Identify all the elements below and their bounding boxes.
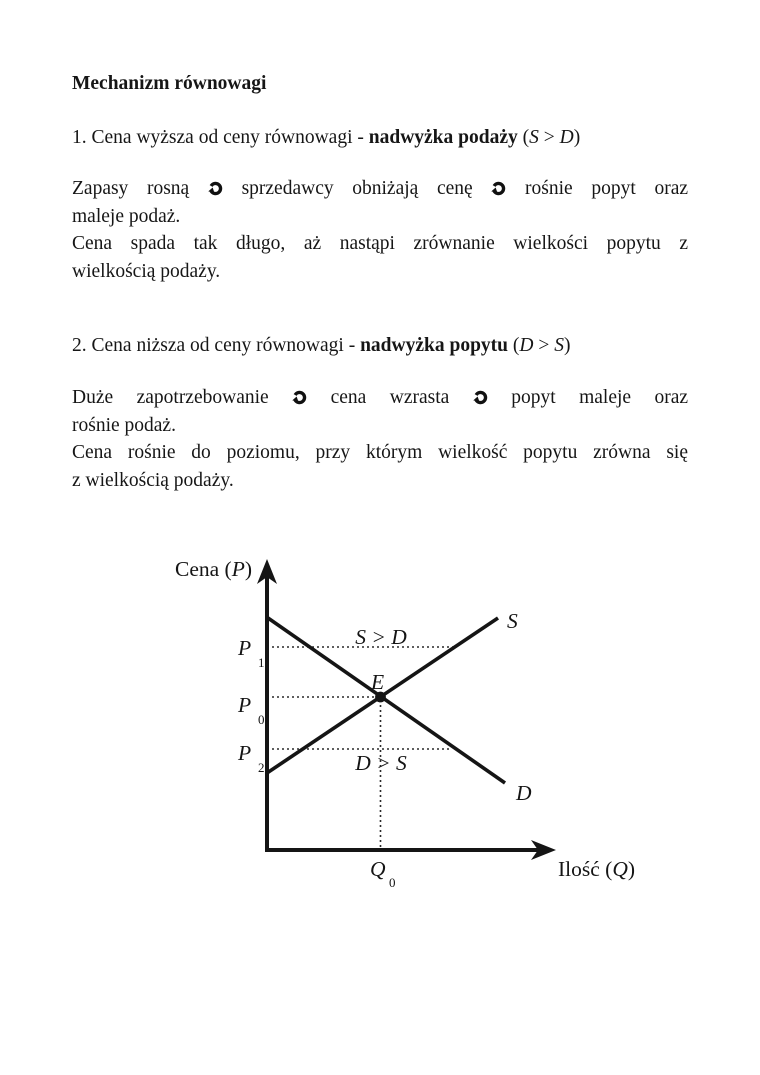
heading-1-close-paren: ): [573, 127, 581, 148]
heading-2-prefix: 2. Cena niższa od ceny równowagi -: [72, 335, 361, 356]
demand-curve-label: D: [516, 781, 532, 805]
price-p1-label: [237, 636, 265, 670]
paragraph-line: [72, 384, 688, 412]
heading-1-relation: >: [538, 127, 560, 148]
text-segment: sprzedawcy obniżają cenę: [241, 178, 473, 199]
svg-text:0: 0: [258, 712, 265, 727]
heading-2-var-d: D: [519, 335, 534, 356]
heading-2-var-s: S: [554, 335, 564, 356]
paragraph-line: rośnie podaż.: [72, 414, 176, 436]
heading-1-open-paren: (: [517, 127, 530, 148]
section-1-paragraph: [72, 175, 688, 285]
clockwise-arrow-icon: [491, 181, 506, 196]
svg-text:0: 0: [389, 875, 396, 890]
y-axis-label: Cena (P): [175, 557, 253, 581]
section-2-paragraph: [72, 384, 688, 494]
text-segment: Zapasy rosną: [72, 178, 190, 199]
clockwise-arrow-icon: [473, 390, 488, 405]
heading-1-var-d: D: [559, 127, 574, 148]
paragraph-line: z wielkością podaży.: [72, 469, 234, 491]
section-1-heading: [72, 124, 688, 152]
section-2-heading: [72, 332, 688, 360]
heading-1-var-s: S: [529, 127, 539, 148]
svg-text:1: 1: [258, 655, 265, 670]
svg-text:Q: Q: [370, 857, 386, 881]
heading-2-bold: nadwyżka popytu: [360, 335, 509, 356]
page-title: Mechanizm równowagi: [72, 73, 267, 94]
clockwise-arrow-icon: [292, 390, 307, 405]
svg-text:P: P: [238, 741, 252, 765]
supply-curve-label: S: [507, 609, 518, 633]
price-p2-label: [237, 741, 265, 775]
heading-1-bold: nadwyżka podaży: [368, 127, 518, 148]
heading-2-close-paren: ): [563, 335, 571, 356]
paragraph-line: [72, 175, 688, 203]
heading-2-open-paren: (: [508, 335, 520, 356]
svg-text:P: P: [238, 693, 252, 717]
svg-text:2: 2: [258, 760, 265, 775]
price-p0-label: [237, 693, 265, 727]
text-segment: cena wzrasta: [330, 387, 450, 408]
equilibrium-label: E: [371, 670, 385, 694]
text-segment: Duże zapotrzebowanie: [72, 387, 269, 408]
paragraph-line: wielkością podaży.: [72, 260, 221, 282]
svg-text:P: P: [238, 636, 252, 660]
text-segment: popyt maleje oraz: [511, 387, 689, 408]
supply-demand-diagram: [0, 540, 760, 930]
heading-2-relation: >: [533, 335, 555, 356]
clockwise-arrow-icon: [208, 181, 223, 196]
text-segment: rośnie popyt oraz: [525, 178, 689, 199]
heading-1-prefix: 1. Cena wyższa od ceny równowagi -: [72, 127, 369, 148]
paragraph-line: Cena spada tak długo, aż nastąpi zrównanie wielkości popytu z: [72, 233, 688, 254]
paragraph-line: Cena rośnie do poziomu, przy którym wielkość popytu zrówna się: [72, 442, 688, 463]
dotted-guides: [267, 647, 455, 850]
surplus-region-label: S > D: [355, 625, 407, 649]
paragraph-line: maleje podaż.: [72, 205, 181, 227]
x-axis-label: Ilość (Q): [558, 857, 636, 881]
shortage-region-label: D > S: [355, 751, 407, 775]
quantity-q0-label: [370, 857, 396, 890]
